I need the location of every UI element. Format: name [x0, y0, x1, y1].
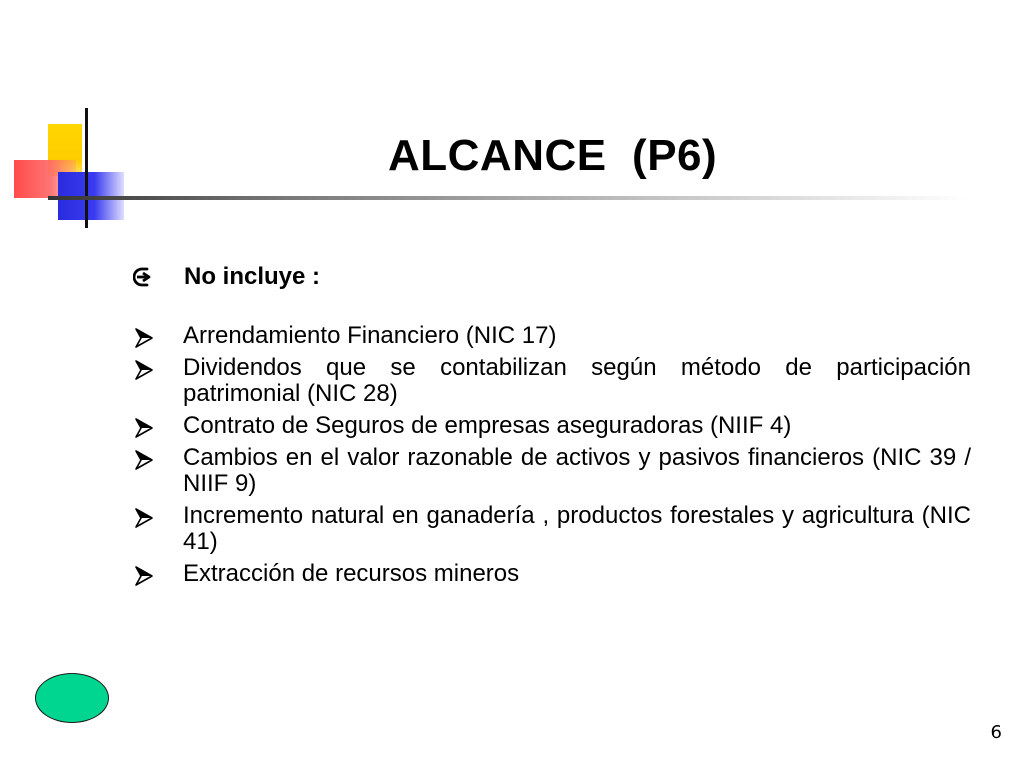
title-underline [48, 196, 968, 200]
list-item [133, 561, 971, 587]
heading-text: No incluye : [184, 263, 321, 290]
arrowhead-bullet-icon [133, 449, 155, 471]
list-item [133, 503, 971, 555]
list-item [133, 323, 971, 349]
slide-title: ALCANCE (P6) [388, 131, 718, 180]
list-item-text: Contrato de Seguros de empresas aseguradoras (NIIF 4) [183, 412, 792, 439]
arrowhead-bullet-icon [133, 359, 155, 381]
list-item-text: Arrendamiento Financiero (NIC 17) [183, 322, 557, 349]
list-item-text: Extracción de recursos mineros [183, 560, 520, 587]
list-item [133, 355, 971, 407]
arrowhead-bullet-icon [133, 507, 155, 529]
list-item-text: Incremento natural en ganadería , productos forestales y agricultura (NIC 41) [183, 502, 971, 555]
green-oval-shape [35, 673, 109, 723]
bullet-list [133, 323, 971, 593]
section-heading [133, 260, 320, 294]
list-item [133, 445, 971, 497]
list-item [133, 413, 971, 439]
vertical-line-decoration [85, 108, 88, 228]
arrowhead-bullet-icon [133, 417, 155, 439]
arrowhead-bullet-icon [133, 565, 155, 587]
arrowhead-bullet-icon [133, 327, 155, 349]
list-item-text: Cambios en el valor razonable de activos y pasivos financieros (NIC 39 / NIIF 9) [183, 444, 971, 497]
list-item-text: Dividendos que se contabilizan según método de participación patrimonial (NIC 28) [183, 354, 971, 407]
page-number: 6 [990, 722, 1002, 743]
curved-arrow-icon [133, 265, 157, 289]
